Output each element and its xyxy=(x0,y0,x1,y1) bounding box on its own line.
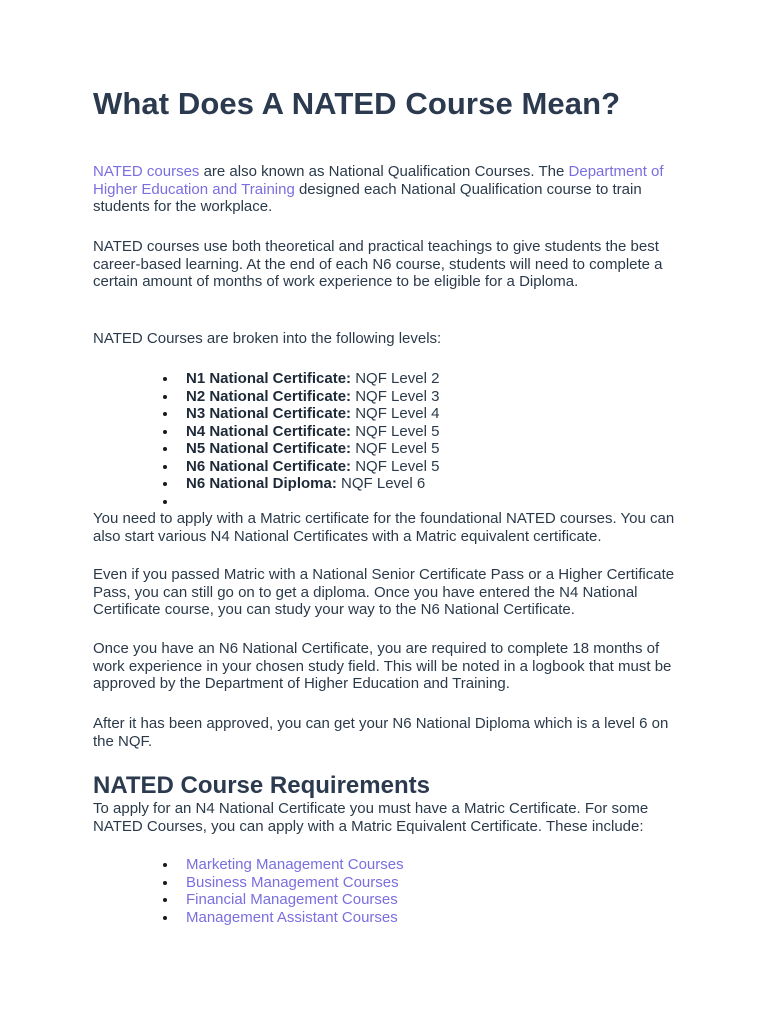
level-name: N6 National Diploma: xyxy=(186,475,337,492)
level-name: N5 National Certificate: xyxy=(186,440,352,457)
levels-list xyxy=(93,370,683,510)
courses-list xyxy=(93,856,683,926)
list-item xyxy=(93,856,683,874)
list-item xyxy=(93,440,683,458)
level-value: NQF Level 3 xyxy=(351,387,440,405)
intro-text-1: are also known as National Qualification Courses. The xyxy=(199,163,569,180)
nated-courses-link[interactable]: NATED courses xyxy=(93,163,200,180)
level-name: N6 National Certificate: xyxy=(186,457,352,475)
level-name: N2 National Certificate: xyxy=(186,387,352,405)
level-value: NQF Level 6 xyxy=(336,475,426,492)
level-value: NQF Level 2 xyxy=(351,370,440,387)
intro-paragraph xyxy=(93,163,683,216)
section-heading-requirements: NATED Course Requirements xyxy=(93,772,430,799)
level-name: N1 National Certificate: xyxy=(186,370,352,387)
level-value: NQF Level 5 xyxy=(351,440,440,457)
list-item xyxy=(93,874,683,892)
list-item xyxy=(93,475,683,493)
level-value: NQF Level 5 xyxy=(351,422,440,440)
paragraph-work-experience: Once you have an N6 National Certificate, you are required to complete 18 months of work experience in your chosen study field. This will be noted in a logbook that must be approved by the Department of Higher Education and Training. xyxy=(93,640,672,692)
course-link-marketing[interactable]: Marketing Management Courses xyxy=(186,856,404,873)
list-item xyxy=(93,405,683,423)
list-item xyxy=(93,909,683,927)
list-item xyxy=(93,891,683,909)
department-link[interactable]: Department of Higher Education and Training xyxy=(93,163,664,198)
list-item xyxy=(93,458,683,476)
paragraph-matric: You need to apply with a Matric certificate for the foundational NATED courses. You can also start various N4 National Certificates with a Matric equivalent certificate. xyxy=(93,510,675,545)
level-name: N4 National Certificate: xyxy=(186,422,352,440)
list-item xyxy=(93,370,683,388)
intro-text-2: designed each National Qualification course to train students for the workplace. xyxy=(93,180,642,215)
page-title: What Does A NATED Course Mean? xyxy=(93,86,621,121)
course-link-management-assistant[interactable]: Management Assistant Courses xyxy=(186,908,398,926)
list-item xyxy=(93,423,683,441)
course-link-financial[interactable]: Financial Management Courses xyxy=(186,891,398,908)
paragraph-diploma: Even if you passed Matric with a National Senior Certificate Pass or a Higher Certificate Pass, you can still go on to get a diploma. Once you have entered the N4 National Certificate course, you can study your way to the N6 National Certificate. xyxy=(93,566,675,618)
list-item-empty xyxy=(93,493,683,511)
paragraph-approval: After it has been approved, you can get your N6 National Diploma which is a level 6 on the NQF. xyxy=(93,715,669,750)
paragraph-requirements: To apply for an N4 National Certificate you must have a Matric Certificate. For some NATED Courses, you can apply with a Matric Equivalent Certificate. These include: xyxy=(93,800,649,835)
level-name: N3 National Certificate: xyxy=(186,405,352,422)
list-item xyxy=(93,388,683,406)
level-value: NQF Level 5 xyxy=(351,457,440,475)
paragraph-theory: NATED courses use both theoretical and practical teachings to give students the best career-based learning. At the end of each N6 course, students will need to complete a certain amount of months of work experience to be eligible for a Diploma. xyxy=(93,238,663,290)
course-link-business[interactable]: Business Management Courses xyxy=(186,873,399,891)
level-value: NQF Level 4 xyxy=(351,405,440,422)
paragraph-levels-intro: NATED Courses are broken into the following levels: xyxy=(93,330,442,347)
